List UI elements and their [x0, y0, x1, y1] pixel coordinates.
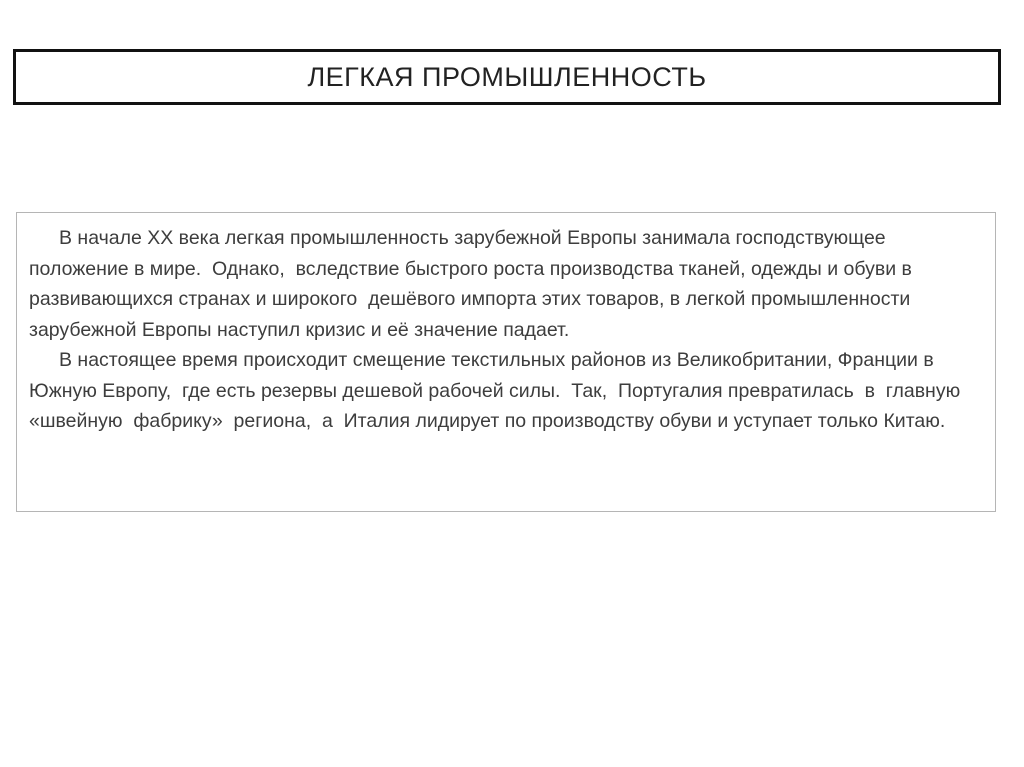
- paragraph-2: В настоящее время происходит смещение текстильных районов из Великобритании, Франции в Южную Европу, где есть резервы дешевой рабочей силы. Так, Португалия превратилась в главную «швейную фабрику» региона, а Италия лидирует по производству обуви и уступает только Китаю.: [29, 349, 972, 432]
- paragraph-1: В начале XX века легкая промышленность зарубежной Европы занимала господствующее положение в мире. Однако, вследствие быстрого роста производства тканей, одежды и обуви в развивающихся странах и широкого дешёвого импорта этих товаров, в легкой промышленности зарубежной Европы наступил кризис и её значение падает.: [29, 227, 918, 341]
- title-banner: [13, 49, 1001, 105]
- text-content-box: [16, 212, 996, 512]
- page-title: ЛЕГКАЯ ПРОМЫШЛЕННОСТЬ: [307, 61, 707, 92]
